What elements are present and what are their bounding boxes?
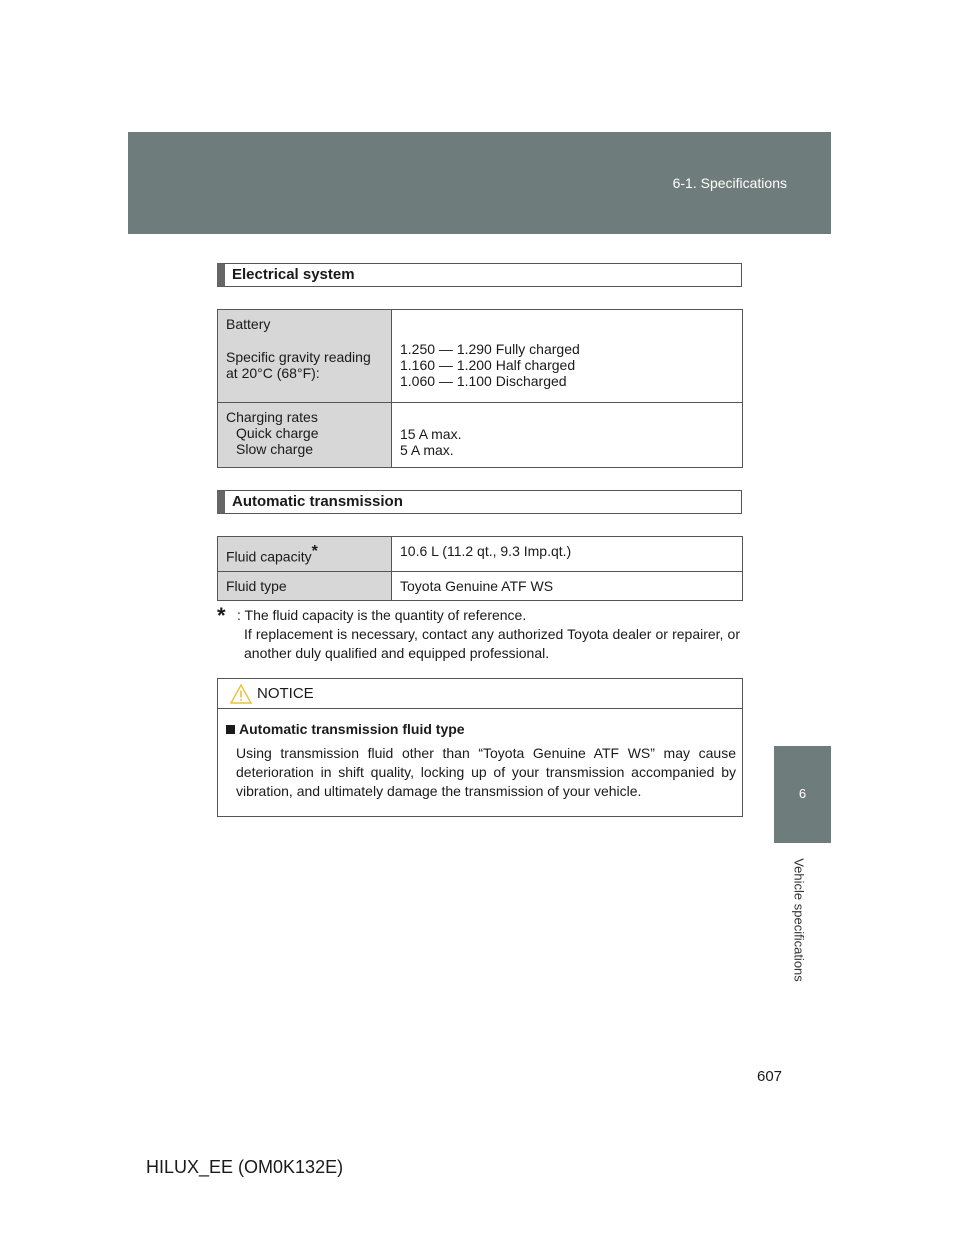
fluid-type-value: Toyota Genuine ATF WS	[392, 571, 743, 600]
notice-box	[217, 678, 743, 817]
quick-charge-label: Quick charge	[236, 425, 319, 441]
battery-label-cell	[218, 310, 392, 403]
fluid-capacity-label-cell	[218, 537, 392, 572]
gravity-value: 1.060 — 1.100 Discharged	[400, 373, 567, 389]
gravity-label-line1: Specific gravity reading	[226, 349, 371, 365]
notice-item-title	[226, 721, 465, 737]
charging-values-cell	[392, 403, 743, 468]
square-bullet-icon	[226, 725, 235, 734]
side-tab-number: 6	[798, 786, 807, 801]
table-row	[218, 310, 743, 403]
warning-icon	[230, 684, 252, 709]
table-row	[218, 571, 743, 600]
footnote-marker: *	[311, 543, 318, 560]
slow-charge-label: Slow charge	[236, 441, 314, 457]
notice-body-text: Using transmission fluid other than “Toyota Genuine ATF WS” may cause deterioration in shift quality, locking up of your transmission accompanied by vibration, and ultimately damage the transmission of your vehicle.	[236, 745, 736, 799]
notice-title: NOTICE	[257, 685, 314, 702]
page-number: 607	[757, 1068, 783, 1085]
quick-charge-value: 15 A max.	[400, 426, 462, 442]
footnote-line1: : The fluid capacity is the quantity of reference.	[237, 607, 527, 623]
header-section-title: 6-1. Specifications	[672, 175, 787, 191]
fluid-type-label: Fluid type	[218, 571, 392, 600]
gravity-value: 1.160 — 1.200 Half charged	[400, 357, 576, 373]
fluid-capacity-label: Fluid capacity	[226, 548, 312, 565]
side-tab-label	[788, 850, 810, 990]
charging-label-cell	[218, 403, 392, 468]
fluid-capacity-value: 10.6 L (11.2 qt., 9.3 Imp.qt.)	[392, 537, 743, 572]
notice-header	[218, 679, 742, 709]
footnote	[217, 603, 740, 663]
notice-item-title-text: Automatic transmission fluid type	[239, 721, 465, 737]
electrical-section-title: Electrical system	[217, 263, 742, 287]
gravity-label-line2: at 20°C (68°F):	[226, 365, 320, 381]
gravity-values-cell	[392, 310, 743, 403]
table-row	[218, 403, 743, 468]
footnote-line2: If replacement is necessary, contact any authorized Toyota dealer or repairer, or another duly qualified and equipped professional.	[244, 626, 740, 661]
slow-charge-value: 5 A max.	[400, 442, 454, 458]
table-row	[218, 537, 743, 572]
transmission-section-title: Automatic transmission	[217, 490, 742, 514]
footnote-star: *	[217, 603, 226, 628]
gravity-value: 1.250 — 1.290 Fully charged	[400, 341, 580, 357]
transmission-table	[217, 536, 743, 601]
charging-label: Charging rates	[226, 409, 318, 425]
document-id: HILUX_EE (OM0K132E)	[146, 1157, 344, 1177]
side-tab-label-text: Vehicle specifications	[791, 858, 807, 982]
battery-label: Battery	[226, 316, 271, 332]
side-tab-chapter	[774, 746, 831, 843]
header-band	[128, 132, 831, 234]
electrical-table	[217, 309, 743, 468]
